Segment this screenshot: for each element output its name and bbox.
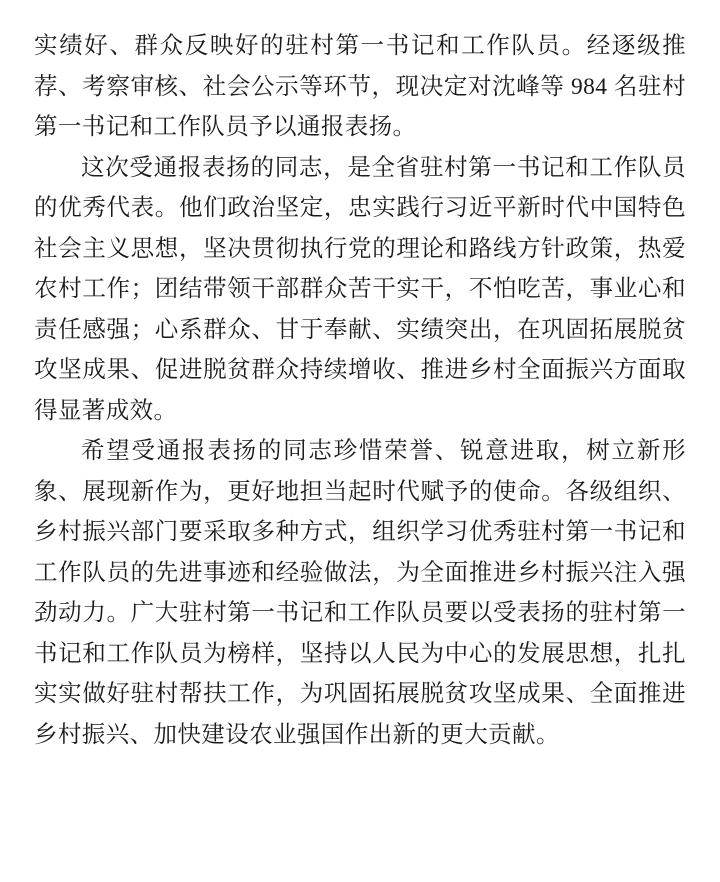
document-body xyxy=(34,26,686,755)
document-paragraph-3: 希望受通报表扬的同志珍惜荣誉、锐意进取，树立新形象、展现新作为，更好地担当起时代赋予的使命。各级组织、乡村振兴部门要采取多种方式，组织学习优秀驻村第一书记和工作队员的先进事迹和经验做法，为全面推进乡村振兴注入强劲动力。广大驻村第一书记和工作队员要以受表扬的驻村第一书记和工作队员为榜样，坚持以人民为中心的发展思想，扎扎实实做好驻村帮扶工作，为巩固拓展脱贫攻坚成果、全面推进乡村振兴、加快建设农业强国作出新的更大贡献。 xyxy=(34,438,686,748)
document-paragraph-2: 这次受通报表扬的同志，是全省驻村第一书记和工作队员的优秀代表。他们政治坚定，忠实践行习近平新时代中国特色社会主义思想，坚决贯彻执行党的理论和路线方针政策，热爱农村工作；团结带领干部群众苦干实干，不怕吃苦，事业心和责任感强；心系群众、甘于奉献、实绩突出，在巩固拓展脱贫攻坚成果、促进脱贫群众持续增收、推进乡村全面振兴方面取得显著成效。 xyxy=(34,154,686,424)
document-paragraph-1: 实绩好、群众反映好的驻村第一书记和工作队员。经逐级推荐、考察审核、社会公示等环节，现决定对沈峰等 984 名驻村第一书记和工作队员予以通报表扬。 xyxy=(34,33,686,140)
